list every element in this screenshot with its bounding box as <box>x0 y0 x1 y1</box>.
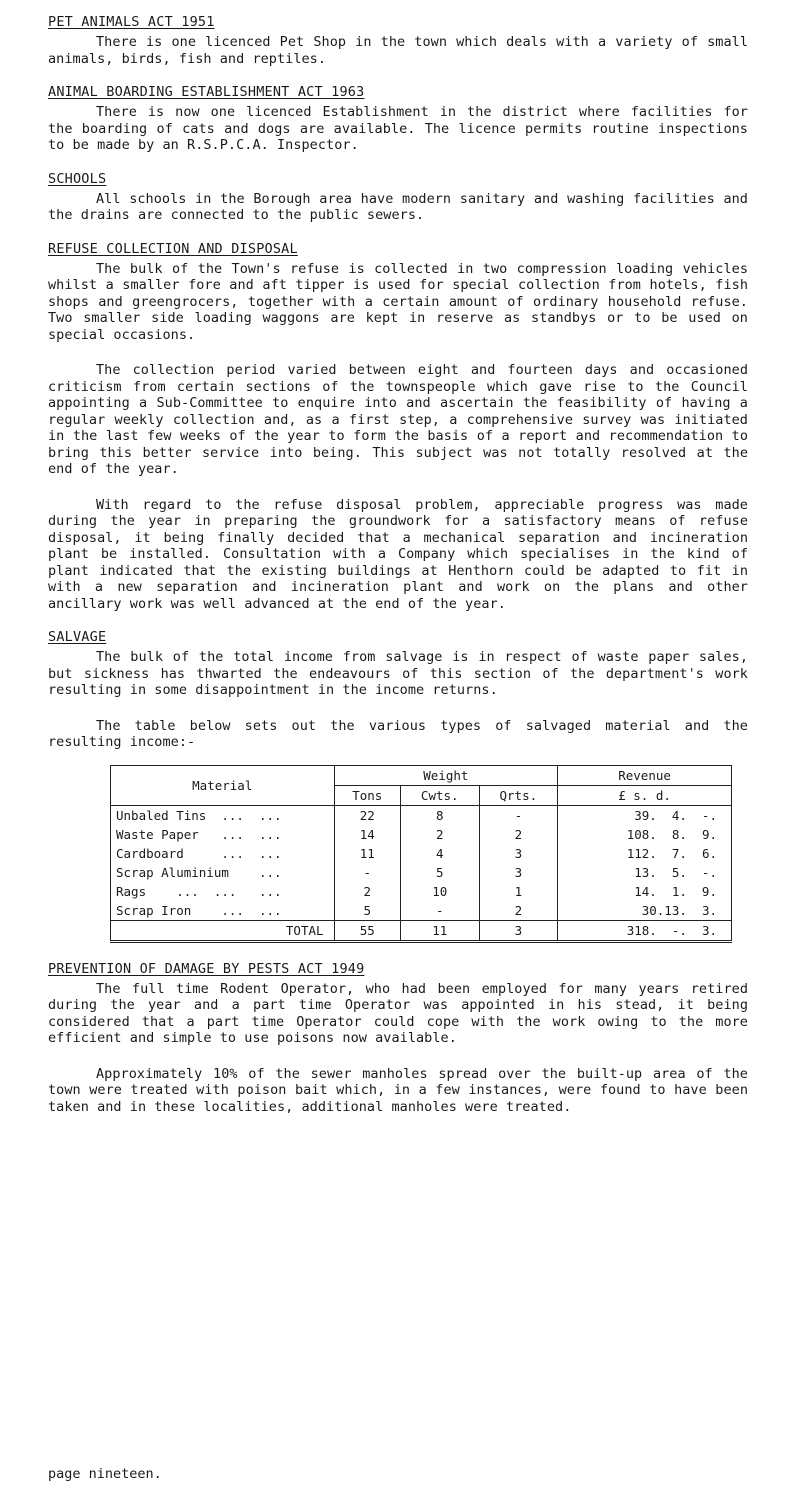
table-row <box>111 844 732 863</box>
section-heading: REFUSE COLLECTION AND DISPOSAL <box>48 240 298 257</box>
cell-qrts: 1 <box>479 882 558 901</box>
cell-material: Rags ... ... ... <box>111 882 335 901</box>
cell-tons: 22 <box>334 805 400 825</box>
cell-tons: 11 <box>334 844 400 863</box>
total-tons: 55 <box>334 920 400 941</box>
paragraph: The bulk of the Town's refuse is collected in two compression loading vehicles whilst a smaller fore and aft tipper is used for special collection from hotels, fish shops and greengrocers, together with a certain amount of ordinary household refuse. Two smaller side loading waggons are kept in reserve as standbys or to be used on special occasions. <box>48 260 748 343</box>
paragraph: All schools in the Borough area have modern sanitary and washing facilities and the drains are connected to the public sewers. <box>48 190 748 223</box>
cell-cwts: - <box>400 901 479 921</box>
section-pet-animals <box>48 14 748 67</box>
document-page <box>48 14 748 1132</box>
cell-material: Scrap Iron ... ... <box>111 901 335 921</box>
section-heading: PREVENTION OF DAMAGE BY PESTS ACT 1949 <box>48 960 365 977</box>
paragraph: Approximately 10% of the sewer manholes spread over the built-up area of the town were treated with poison bait which, in a few instances, were found to have been taken and in these localities, additional manholes were treated. <box>48 1065 748 1115</box>
paragraph: The table below sets out the various types of salvaged material and the resulting income:- <box>48 717 748 750</box>
cell-cwts: 5 <box>400 863 479 882</box>
header-tons: Tons <box>334 785 400 805</box>
section-heading: SALVAGE <box>48 629 107 645</box>
table-row <box>111 805 732 825</box>
cell-revenue: 39. 4. -. <box>558 805 732 825</box>
section-heading: ANIMAL BOARDING ESTABLISHMENT ACT 1963 <box>48 84 365 100</box>
salvage-table <box>110 765 732 943</box>
total-label: TOTAL <box>111 920 335 941</box>
header-cwts: Cwts. <box>400 785 479 805</box>
header-weight: Weight <box>334 765 558 785</box>
section-schools <box>48 171 748 224</box>
paragraph: The full time Rodent Operator, who had been employed for many years retired during the year and a part time Operator was appointed in his stead, it being considered that a part time Operator could cope with the work owing to the more efficient and simple to use poisons now available. <box>48 980 748 1046</box>
section-refuse <box>48 241 748 613</box>
total-revenue: 318. -. 3. <box>558 920 732 941</box>
cell-material: Waste Paper ... ... <box>111 825 335 844</box>
cell-revenue: 30.13. 3. <box>558 901 732 921</box>
cell-qrts: - <box>479 805 558 825</box>
total-cwts: 11 <box>400 920 479 941</box>
section-pests <box>48 961 748 1116</box>
cell-qrts: 2 <box>479 825 558 844</box>
page-number: page nineteen. <box>48 1466 162 1482</box>
section-animal-boarding <box>48 84 748 154</box>
table-row <box>111 901 732 921</box>
section-salvage <box>48 629 748 943</box>
cell-cwts: 8 <box>400 805 479 825</box>
cell-tons: 14 <box>334 825 400 844</box>
header-lsd: £ s. d. <box>558 785 732 805</box>
cell-qrts: 3 <box>479 863 558 882</box>
total-qrts: 3 <box>479 920 558 941</box>
section-heading: SCHOOLS <box>48 170 107 187</box>
paragraph: The bulk of the total income from salvage is in respect of waste paper sales, but sickness has thwarted the endeavours of this section of the department's work resulting in some disappointment in the income returns. <box>48 649 748 698</box>
cell-revenue: 108. 8. 9. <box>558 825 732 844</box>
table-row <box>111 825 732 844</box>
paragraph: The collection period varied between eight and fourteen days and occasioned criticism from certain sections of the townspeople which gave rise to the Council appointing a Sub-Committee to enquire into and ascertain the feasibility of having a regular weekly collection and, as a first step, a comprehensive survey was initiated in the last few weeks of the year to form the basis of a report and recommendation to bring this better service into being. This subject was not totally resolved at the end of the year. <box>48 362 748 477</box>
paragraph: With regard to the refuse disposal problem, appreciable progress was made during the year in preparing the groundwork for a satisfactory means of refuse disposal, it being finally decided that a mechanical separation and incineration plant be installed. Consultation with a Company which specialises in the kind of plant indicated that the existing buildings at Henthorn could be adapted to fit in with a new separation and incineration plant and work on the plans and other ancillary work was well advanced at the end of the year. <box>48 496 748 612</box>
cell-tons: 2 <box>334 882 400 901</box>
cell-material: Cardboard ... ... <box>111 844 335 863</box>
cell-revenue: 112. 7. 6. <box>558 844 732 863</box>
cell-tons: 5 <box>334 901 400 921</box>
table-row <box>111 863 732 882</box>
table-total-row <box>111 920 732 941</box>
cell-material: Unbaled Tins ... ... <box>111 805 335 825</box>
cell-material: Scrap Aluminium ... <box>111 863 335 882</box>
cell-qrts: 3 <box>479 844 558 863</box>
cell-cwts: 10 <box>400 882 479 901</box>
header-material: Material <box>111 765 335 805</box>
cell-revenue: 14. 1. 9. <box>558 882 732 901</box>
cell-tons: - <box>334 863 400 882</box>
cell-cwts: 4 <box>400 844 479 863</box>
header-qrts: Qrts. <box>479 785 558 805</box>
table-row <box>111 882 732 901</box>
cell-cwts: 2 <box>400 825 479 844</box>
section-heading: PET ANIMALS ACT 1951 <box>48 14 215 30</box>
cell-qrts: 2 <box>479 901 558 921</box>
cell-revenue: 13. 5. -. <box>558 863 732 882</box>
table-header-row <box>111 765 732 785</box>
header-revenue: Revenue <box>558 765 732 785</box>
paragraph: There is one licenced Pet Shop in the town which deals with a variety of small animals, birds, fish and reptiles. <box>48 34 748 67</box>
paragraph: There is now one licenced Establishment in the district where facilities for the boarding of cats and dogs are available. The licence permits routine inspections to be made by an R.S.P.C.A. Inspector. <box>48 104 748 153</box>
